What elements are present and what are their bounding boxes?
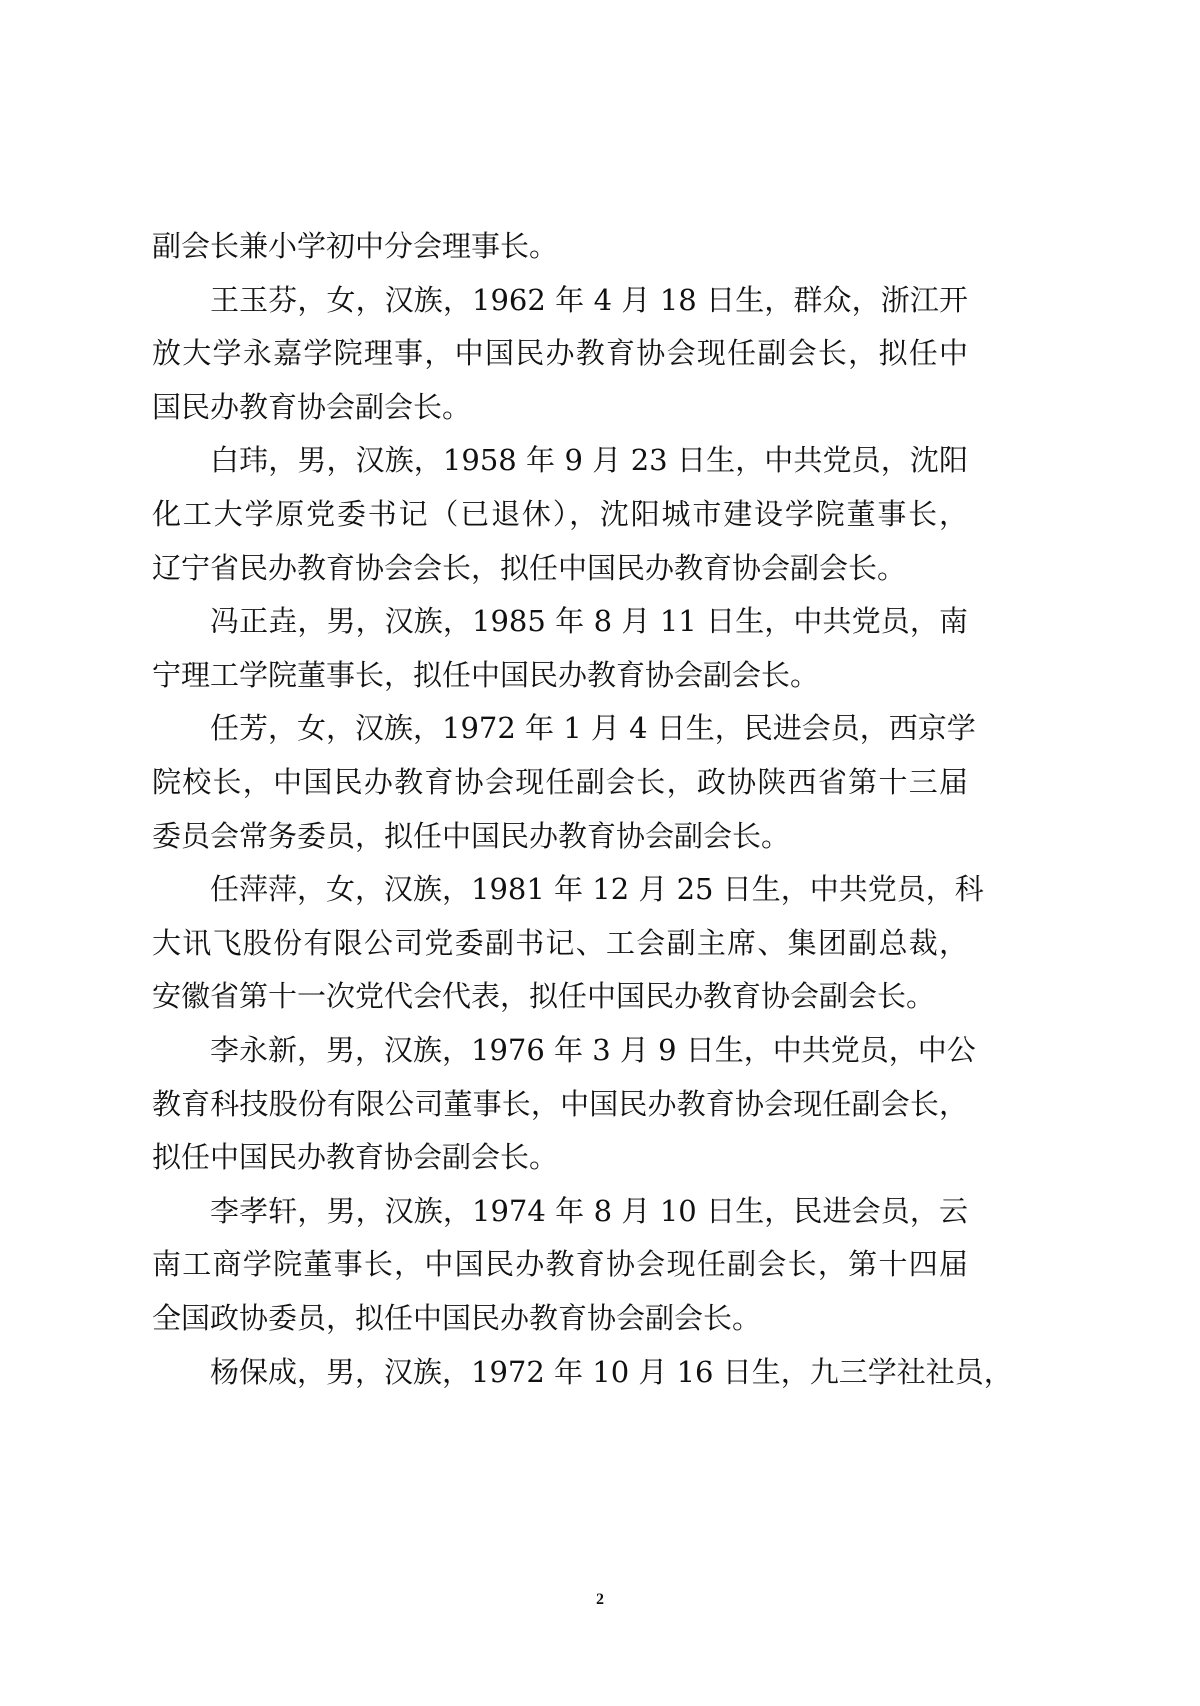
text-line	[0, 1076, 1200, 1132]
text-line	[0, 486, 1200, 542]
text-line	[0, 700, 1200, 756]
text-line-content: 国民办教育协会副会长。	[152, 390, 472, 424]
text-line-content: 拟任中国民办教育协会副会长。	[152, 1140, 559, 1174]
text-line	[0, 1183, 1200, 1239]
text-line	[0, 1022, 1200, 1078]
text-line	[0, 1290, 1200, 1346]
text-line-content: 委员会常务委员，拟任中国民办教育协会副会长。	[152, 819, 791, 853]
text-line-content: 辽宁省民办教育协会会长，拟任中国民办教育协会副会长。	[152, 551, 907, 585]
text-line-content: 放大学永嘉学院理事，中国民办教育协会现任副会长，拟任中	[152, 336, 968, 370]
text-line-content: 李孝轩，男，汉族，1974 年 8 月 10 日生，民进会员，云	[210, 1194, 968, 1228]
text-line	[0, 1236, 1200, 1292]
text-line-content: 宁理工学院董事长，拟任中国民办教育协会副会长。	[152, 658, 820, 692]
text-line-content: 白玮，男，汉族，1958 年 9 月 23 日生，中共党员，沈阳	[210, 443, 968, 477]
text-line-content: 李永新，男，汉族，1976 年 3 月 9 日生，中共党员，中公	[210, 1033, 976, 1067]
page-number: 2	[596, 1591, 604, 1608]
text-line-content: 院校长，中国民办教育协会现任副会长，政协陕西省第十三届	[152, 765, 968, 799]
text-line	[0, 1344, 1200, 1400]
text-line-content: 王玉芬，女，汉族，1962 年 4 月 18 日生，群众，浙江开	[210, 283, 968, 317]
text-line-content: 安徽省第十一次党代会代表，拟任中国民办教育协会副会长。	[152, 979, 936, 1013]
text-line	[0, 540, 1200, 596]
text-line-content: 冯正垚，男，汉族，1985 年 8 月 11 日生，中共党员，南	[210, 604, 968, 638]
text-line	[0, 379, 1200, 435]
text-line-content: 杨保成，男，汉族，1972 年 10 月 16 日生，九三学社社员，	[210, 1355, 1013, 1389]
text-line	[0, 272, 1200, 328]
text-line	[0, 593, 1200, 649]
text-line-content: 化工大学原党委书记（已退休），沈阳城市建设学院董事长，	[152, 497, 968, 531]
text-line	[0, 325, 1200, 381]
text-line-content: 教育科技股份有限公司董事长，中国民办教育协会现任副会长，	[152, 1087, 968, 1121]
text-line-content: 任萍萍，女，汉族，1981 年 12 月 25 日生，中共党员，科	[210, 872, 984, 906]
text-line-content: 全国政协委员，拟任中国民办教育协会副会长。	[152, 1301, 762, 1335]
text-line	[0, 754, 1200, 810]
text-line	[0, 915, 1200, 971]
text-line-content: 大讯飞股份有限公司党委副书记、工会副主席、集团副总裁，	[152, 926, 968, 960]
text-line	[0, 808, 1200, 864]
text-line	[0, 861, 1200, 917]
text-line-content: 南工商学院董事长，中国民办教育协会现任副会长，第十四届	[152, 1247, 968, 1281]
text-line	[0, 1129, 1200, 1185]
text-line	[0, 647, 1200, 703]
text-line-content: 副会长兼小学初中分会理事长。	[152, 229, 559, 263]
text-line-content: 任芳，女，汉族，1972 年 1 月 4 日生，民进会员，西京学	[210, 711, 976, 745]
text-line	[0, 218, 1200, 274]
text-line	[0, 432, 1200, 488]
text-line	[0, 968, 1200, 1024]
